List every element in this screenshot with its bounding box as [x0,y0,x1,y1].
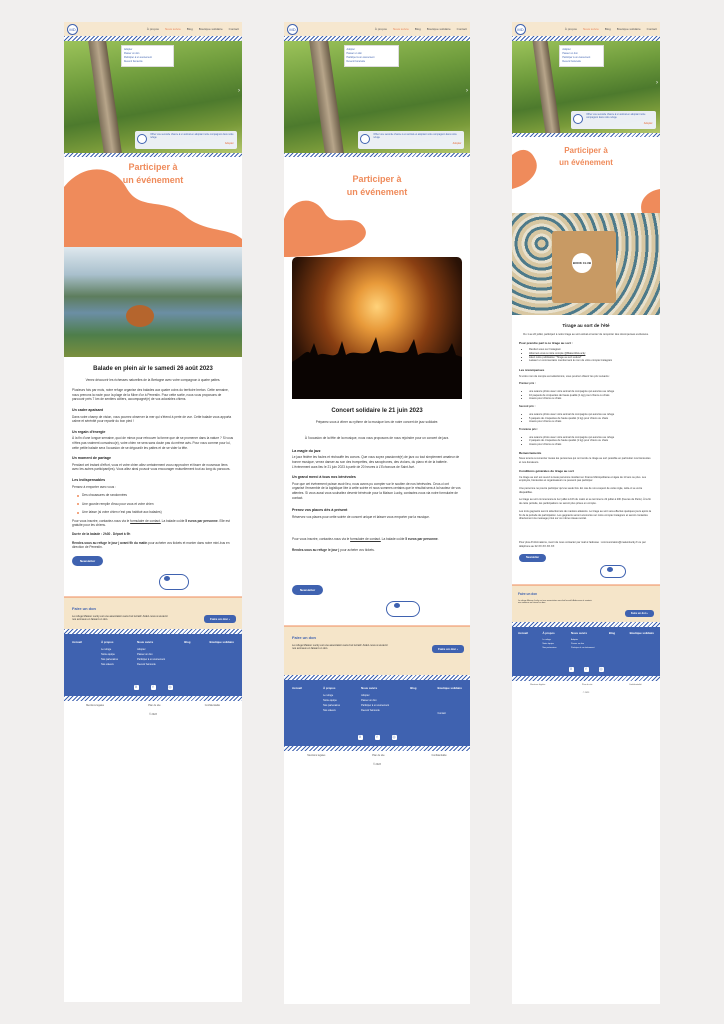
legal-link[interactable]: Confidentialité [628,684,642,687]
footer-col [72,640,82,674]
dropdown-menu [344,45,400,67]
copyright: © 2023 [373,763,381,767]
nav-item-blog[interactable]: Blog [414,27,421,31]
rdv-rest: pour acheter vos tickets et monter dans notre mini-bus en direction de Penestin. [72,540,230,550]
facebook-icon[interactable]: f [375,735,380,740]
footer-col [210,640,234,674]
contact-form-link[interactable]: formulaire de contact. [350,537,381,542]
event-intro: Préparez-vous à vibrer au rythme de la musique lors de notre concert de jazz solidaire. [315,419,439,424]
prize-list [529,390,653,401]
event-title: Concert solidaire le 21 juin 2023 [331,408,423,414]
section-heading: Un regain d'énergie [72,429,106,434]
orange-blob [284,157,470,257]
adopt-button[interactable]: Adopter [224,143,234,145]
footer-link[interactable]: Nos valeurs [323,709,336,713]
donation-banner [284,629,470,675]
legal-link[interactable]: Plan du site [372,754,385,758]
dropdown-menu [559,45,603,67]
footer-link[interactable]: Passer un don [137,653,153,657]
rdv-strong: Rendez-vous au refuge le jour j [292,547,340,552]
footer [512,627,660,663]
section-heading: Un moment de partage [72,456,111,461]
footer-col [292,686,302,724]
footer-link[interactable]: Nos partenaires [101,658,118,662]
title-blob [512,137,660,213]
title-blob [284,157,470,257]
section-text: Le jazz fédère les foules et réchauffe les coeurs. Que vous soyez passionné(e) de jazz ou tout simplement amateur de bonne musique, venez danser au son des trompettes, des saxophones, des violons, du piano et de la batterie. L'événement aura lieu le 21 juin 2023 à partir de 20 heures à L'Echonova de Saint Avé. [292,455,460,469]
footer-col [361,686,389,724]
footer-col [630,631,654,659]
legal-link[interactable]: Plan du site [148,704,161,708]
dropdown-item[interactable]: Passer un don [123,52,140,55]
donation-text: Le refuge Maison Lucky est une association sans but lucratif. Aidez-nous à soutenir nos animaux en faisant un don. [72,615,168,622]
list-item: • une séance photo avec votre animal de compagnie qui aura lieu au refuge [529,436,653,440]
top-nav [64,22,242,36]
rdv-text [72,541,234,550]
hero-image [64,41,242,153]
donate-button[interactable]: Faire un don › [432,645,464,653]
section-text: Le tirage au sort commencera le 1er juillet à 10h du matin et se termine le 22 juillet à 20h (heures de Paris). À la fin de cette période, les participations ne seront plus prises en compte. [519,498,652,506]
legal-link[interactable]: Mentions légales [307,754,326,758]
footer-link[interactable]: Adopter [361,694,370,698]
dog-icon [573,114,583,124]
donate-button[interactable]: Faire un don › [204,615,236,623]
section-heading: Un cadre apaisant [72,407,103,412]
section-text: Ce tirage au sort est ouvert à toute personne résidant en France Métropolitaine et âgée de 13 ans ou plus. Les employés, bénévoles et organisateurs ne peuvent pas participer. [519,475,647,483]
dog-illustration [284,599,470,629]
legal-links [512,681,660,689]
nav-item-nous-suivre[interactable]: Nous suivre [582,27,599,31]
event-content [512,324,660,562]
footer-heading[interactable]: Blog [410,686,417,691]
footer-col [323,686,340,724]
list-item: • Jouets pour chiens ou chats [529,397,653,401]
list-item: • une séance photo avec votre animal de compagnie qui aura lieu au refuge [529,413,653,417]
page-tirage [512,22,660,1004]
tree-trunk [532,41,560,133]
event-photo-bag [512,213,660,315]
footer-heading[interactable]: Nous suivre [571,631,588,636]
tree-trunk [310,41,344,153]
x-icon[interactable]: X [569,667,573,672]
dropdown-item[interactable]: Participer à un événement [123,56,152,59]
dropdown-item[interactable]: Passer un don [346,52,362,55]
prize-title: Premier prix : [519,382,536,386]
donation-title: Faire un don [72,606,96,612]
steps-list [529,348,653,363]
footer-heading[interactable]: À propos [542,631,555,636]
page-title-line: un événement [559,158,613,167]
footer-link[interactable]: Le refuge [101,648,112,652]
section-text: À la fin d'une longue semaine, quoi de mieux pour retrouver la forme que de se promener dans la nature ? Si vous n'êtes pas vraiment convaincu(e), votre chien ne sera sans doute pas du même avis. Pour vous comme pour lui, cette petite balade sera l'occasion de se dégourdir les pattes et de se vider la tête. [72,436,234,450]
list-item: • 3 paquets de croquettes de haute qualité (1 kg) pour chiens ou chats [529,439,653,443]
signup-text-b: La balade coûte [380,537,406,542]
dog-body [386,601,420,617]
footer-col [137,640,165,674]
dog-spot [607,567,613,572]
section-text: Pensez à emporter avec vous : [72,484,116,489]
footer-heading[interactable]: Accueil [72,640,82,645]
footer-heading[interactable]: Boutique solidaire [437,686,462,691]
dropdown-item[interactable]: Participer à un événement [562,56,591,59]
donation-banner [64,600,242,629]
newsletter-button[interactable]: Newsletter [292,585,323,596]
legal-link[interactable]: Plan du site [581,684,593,687]
event-photo-concert [292,257,462,399]
event-title: Tirage au sort de l'été [562,323,610,328]
tree-trunk [88,41,122,153]
donate-button-label: Faire un don [630,612,647,616]
footer-heading[interactable]: Blog [608,631,616,636]
rdv-text [292,548,462,553]
packing-list [82,493,234,515]
footer-link[interactable]: Nos partenaires [542,647,557,650]
section-heading: La magie du jazz [292,448,321,453]
nav-item-contact[interactable]: Contact [646,27,657,31]
footer-heading[interactable]: À propos [101,640,114,645]
instagram-icon[interactable]: ◎ [392,735,396,740]
page-title [284,173,470,199]
chevron-right-icon[interactable]: › [238,88,240,95]
list-item: Des chaussures de randonnées [82,493,234,498]
hero-image [512,41,660,133]
dog-icon [137,134,147,144]
price: 5 euros par personne [405,537,438,542]
page-title-line: Participer à [564,146,608,155]
dog-illustration [512,564,660,588]
prize-list [529,436,653,447]
dropdown-item[interactable]: Adopter [346,48,355,51]
dog-shape [126,305,154,327]
donate-button-label: Faire un don [438,647,457,652]
event-photo-lake-dog [64,247,242,357]
event-intro: Venez découvrir les richesses naturelles de la Bretagne avec votre compagnon à quatre pattes. [85,377,221,382]
legal-link[interactable]: Mentions légales [86,704,105,708]
title-blob [64,157,242,247]
legal-links [64,701,242,710]
signup-text [292,537,462,542]
page-balade [64,22,242,1002]
donation-text: Le refuge Maison Lucky est une association sans but lucratif. Aidez-nous à soutenir nos animaux en faisant un don. [518,600,592,605]
section-text: Dans votre champ de vision, vous pourrez observer la mer qui s'étend à perte de vue. Cette balade vous apporta calme et sérénité pour repartir du bon pied ! [72,414,232,424]
page-title-line: Participer à [352,174,402,184]
social-bar [512,663,660,676]
signup-text-a: Pour vous inscrire, contactez-nous via le [72,518,131,523]
top-nav [284,22,470,36]
list-item: • 5 paquets de croquettes de haute qualité (1 kg) pour chiens ou chats [529,417,653,421]
rdv-rest: pour acheter vos tickets. [339,547,375,552]
footer-col [571,631,594,659]
dropdown-item[interactable]: Devenir bénévole [123,60,143,63]
logo[interactable]: MD [287,24,298,35]
price: 5 euros par personne [185,518,218,523]
nav-item-blog[interactable]: Blog [604,27,611,31]
page-title-line: Participer à [128,162,178,172]
signup-text-a: Pour vous inscrire, contactez-nous via le [292,537,351,542]
footer-col [184,640,190,674]
nav-item-boutique[interactable]: Boutique solidaire [426,27,451,31]
footer-link[interactable]: Notre équipe [101,653,115,657]
footer [64,634,242,680]
section-heading: Les indispensables [72,477,106,482]
footer-link[interactable]: Nos valeurs [101,663,114,667]
donation-text: Le refuge Maison Lucky est une association sans but lucratif. Aidez-nous à soutenir nos animaux en faisant un don. [292,644,388,651]
donate-button-label: Faire un don [210,617,229,622]
footer-link[interactable]: Nos partenaires [323,704,340,708]
popup-text: Offrez une seconde chance à un animal en adoptant notre compagnon dans notre refuge [373,134,457,139]
dropdown-item[interactable]: Participer à un événement [346,56,375,59]
nav-item-contact[interactable]: Contact [228,27,239,31]
footer-link[interactable]: Notre équipe [323,699,337,703]
footer-link[interactable]: Participer à un événement [137,658,166,662]
facebook-icon[interactable]: f [151,685,156,690]
dog-body [600,565,626,578]
footer-col [410,686,416,724]
donation-banner [512,588,660,622]
event-intro: Du 1 au 22 juillet, participez à notre tirage au sort estival et tentez de remporter des récompenses exclusives. [523,332,649,336]
chevron-right-icon[interactable]: › [656,79,658,86]
logo[interactable]: MD [67,24,78,35]
section-heading: Prenez vos places dès à présent [292,508,348,513]
page-title [512,145,660,169]
legal-link[interactable]: Confidentialité [204,704,220,708]
footer-col [101,640,118,674]
footer-heading[interactable]: Accueil [518,631,528,636]
chevron-right-icon[interactable]: › [466,88,468,95]
footer-heading[interactable]: Accueil [292,686,302,691]
prize-title: Troisième prix : [519,427,539,431]
list-item: Une gourde remplie d'eau pour vous et votre chien [82,502,234,507]
section-text: Les trois gagnants seront sélectionnés de manière aléatoire. Le tirage au sort sera effectué quelques jours après la fin de la période de participation. Les gagnants seront annoncés sur notre compte Instagram et seront contactés directement via message privé sur ce même réseau social. [519,509,652,521]
dropdown-item[interactable]: Adopter [123,48,133,51]
section-text: Pendant cet instant d'effort, vous et votre chien allez certainement vous rapprocher et tisser de nouveaux liens avec les autres participant(es). Vous allez ainsi pouvoir vous encourager mutuellement tout au long du parcours. [72,462,231,472]
section-text: Une personne ne pourra participer qu'une seule fois. En cas de non-respect de cette règle, celle-ci se verra disqualifiée. [519,486,643,494]
section-heading: Conditions générales du tirage au sort [519,468,574,473]
list-item: • Likez notre publication "Tirage au sort estival" [529,356,653,360]
newsletter-button[interactable]: Newsletter [519,554,546,562]
event-paragraph: À l'occasion de la fête de la musique, nous vous proposons de nous rejoindre pour un concert de jazz. [304,436,450,441]
section-heading: Pour prendre part à ce tirage au sort : [519,341,573,346]
footer-link[interactable]: Adopter [571,639,579,642]
nav-item-apropos[interactable]: À propos [374,27,387,31]
top-nav [512,22,660,36]
adopt-popup [358,131,464,149]
footer-heading[interactable]: Boutique solidaire [629,631,654,636]
donation-title: Faire un don [518,592,538,597]
dog-illustration [64,570,242,600]
nav-item-apropos[interactable]: À propos [146,27,159,31]
list-item: • Jouets pour chiens ou chats [529,443,653,447]
hero-image [284,41,470,153]
instagram-icon[interactable]: ◎ [168,685,172,690]
facebook-icon[interactable]: f [584,667,589,672]
nav-item-nous-suivre[interactable]: Nous suivre [164,27,181,31]
contact-form-link[interactable]: formulaire de contact. [130,518,161,523]
prize-list [529,413,653,424]
footer-link[interactable]: Devenir bénévole [137,663,156,667]
nav-item-boutique[interactable]: Boutique solidaire [616,27,641,31]
footer-heading[interactable]: Boutique solidaire [209,640,234,645]
section-heading: Remerciements [519,450,542,455]
footer-contact-link[interactable]: Contact [437,712,446,716]
social-bar [64,680,242,696]
donate-button[interactable]: Faire un don › [625,610,654,617]
footer-col [438,686,462,724]
signup-text-b: La balade coûte [160,518,186,523]
duration: Durée de la balade : 2h30 . Départ à 9h [72,532,131,537]
copyright: © 2023 [149,713,157,717]
instagram-icon[interactable]: ◎ [599,667,603,672]
adopt-button[interactable]: Adopter [643,123,653,125]
footer-col [609,631,615,659]
footer-heading[interactable]: Nous suivre [137,640,154,645]
event-title: Balade en plein air le samedi 26 août 2023 [93,366,213,372]
logo[interactable]: MD [515,24,526,35]
page-title-line: un événement [122,175,184,185]
contact-text: Pour plus d'informations, merci de nous contacter par mail à l'adresse : communication@maisonlucky.fr ou par téléphone au 02.XX.XX.XX.XX [519,540,646,548]
bag-label: BOOK CLUB [572,253,592,273]
footer-col [542,631,556,659]
signup-text [72,519,234,528]
dropdown-item[interactable]: Passer un don [562,52,578,55]
prize-title: Second prix : [519,405,536,409]
rdv-strong: Rendez-vous au refuge le jour j avant 9h du matin [72,540,148,545]
x-icon[interactable]: X [358,735,362,740]
section-heading: Un grand merci à tous nos bénévoles [292,475,356,480]
section-text: Pour que cet événement puisse avoir lieu, nous avons pu compter sur le soutien de nos bénévoles. Ceux-ci ont organisé l'ensemble de la logistique liée à cette soirée et nous sommes certains que le résultat sera à la hauteur de vos attentes. Si vous aussi vous souhaitez devenir bénévole pour la Maison Lucky, contactez-nous via notre formulaire de contact. [292,481,461,500]
social-bar [284,730,470,746]
signup-text-c: . Elle est gratuite pour les chiens. [72,518,230,528]
event-content [284,409,470,595]
list-item: • Jouets pour chiens ou chats [529,420,653,424]
event-paragraph: Plusieurs fois par mois, notre refuge organise des balades aux quatre coins du territoire breton. Cette semaine, nous prenons la route pour la plage de la Mine d'or à Penestin. Pour cette sortie, nous vous proposons de parcourir près 7 km de sentiers côtiers, accompagné(e) de vos adorables chiens. [72,388,229,402]
newsletter-button[interactable]: Newsletter [72,556,103,567]
footer-heading[interactable]: À propos [323,686,336,691]
event-content [64,367,242,566]
crowd-silhouette [292,257,462,399]
footer [284,680,470,730]
popup-text: Offrez une seconde chance à un animal en adoptant notre compagnon dans notre refuge [150,134,234,139]
adopt-popup [135,131,236,149]
dropdown-item[interactable]: Adopter [562,48,571,51]
footer-link[interactable]: Devenir bénévole [361,709,380,713]
x-icon[interactable]: X [134,685,138,690]
footer-link[interactable]: Le refuge [542,639,551,642]
footer-heading[interactable]: Blog [184,640,191,645]
dropdown-item[interactable]: Devenir bénévole [562,60,581,63]
footer-link[interactable]: Adopter [137,648,146,652]
signup-text-c: . [437,537,439,542]
legal-link[interactable]: Confidentialité [431,754,447,758]
footer-link[interactable]: Passer un don [571,643,584,646]
list-item: Une laisse (si votre chien n'est pas habitué aux balades) [82,510,234,515]
list-item: • une séance photo avec votre animal de compagnie qui aura lieu au refuge [529,390,653,394]
legal-links [284,751,470,760]
footer-link[interactable]: Participer à un événement [361,704,390,708]
dog-icon [360,134,370,144]
adopt-popup [571,111,655,129]
footer-link[interactable]: Notre équipe [542,643,554,646]
popup-text: Offrez une seconde chance à un animal en adoptant notre compagnon dans notre refuge [586,114,646,119]
page-concert [284,22,470,1004]
adopt-button[interactable]: Adopter [452,143,462,145]
section-text: Réservez vos places pour cette soirée de concert unique et laisser vous emporter par la musique. [292,514,430,519]
legal-link[interactable]: Mentions légales [530,684,546,687]
page-title [64,161,242,187]
copyright: © 2023 [582,692,590,695]
instagram-account-link[interactable]: Abonnez-vous à notre compte @MaisonDeLucky [529,351,586,355]
footer-heading[interactable]: Nous suivre [361,686,378,691]
nav-item-blog[interactable]: Blog [186,27,193,31]
list-item: • Rendez-vous sur Instagram [529,348,653,352]
dropdown-menu [121,45,174,67]
page-title-line: un événement [346,187,408,197]
list-item: • Laissez un commentaire mentionnant le nom de votre compte Instagram [529,359,653,363]
section-text: Nous tenons à remercier toutes les personnes qui ont rendu ce tirage au sort possible en particulier nos bénévoles et nos donateurs. [519,457,651,465]
donation-title: Faire un don [292,635,316,641]
nav-item-apropos[interactable]: À propos [564,27,577,31]
section-heading: Les récompenses [519,367,545,372]
nav-item-boutique[interactable]: Boutique solidaire [198,27,223,31]
footer-col [518,631,528,659]
footer-link[interactable]: Passer un don [361,699,377,703]
nav-item-contact[interactable]: Contact [456,27,467,31]
footer-link[interactable]: Participer à un événement [571,647,595,650]
dropdown-item[interactable]: Devenir bénévole [346,60,366,63]
section-text: Si votre nom de compte est sélectionné, vous pourrez obtenir les prix suivants : [519,374,611,378]
nav-item-nous-suivre[interactable]: Nous suivre [392,27,409,31]
list-item: • 10 paquets de croquettes de haute qualité (1 kg) pour chiens ou chats [529,394,653,398]
footer-link[interactable]: Le refuge [323,694,334,698]
